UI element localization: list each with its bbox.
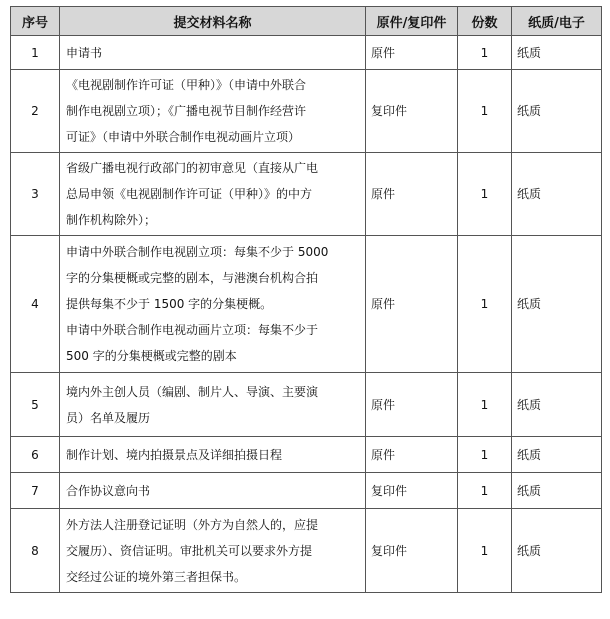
cell-original: 原件	[366, 373, 458, 437]
cell-medium: 纸质	[512, 473, 602, 509]
cell-material	[60, 36, 366, 70]
table-row	[11, 373, 602, 437]
cell-copies: 1	[458, 509, 512, 593]
cell-original: 原件	[366, 236, 458, 373]
cell-material	[60, 473, 366, 509]
table-row	[11, 437, 602, 473]
cell-medium: 纸质	[512, 36, 602, 70]
material-line: 申请中外联合制作电视动画片立项：每集不少于	[66, 323, 319, 337]
cell-medium: 纸质	[512, 437, 602, 473]
cell-copies: 1	[458, 36, 512, 70]
table-body	[11, 36, 602, 593]
cell-original: 复印件	[366, 70, 458, 153]
table-row	[11, 153, 602, 236]
cell-index: 4	[11, 236, 60, 373]
cell-material	[60, 153, 366, 236]
cell-copies: 1	[458, 153, 512, 236]
cell-index: 8	[11, 509, 60, 593]
header-copies: 份数	[458, 7, 512, 36]
header-row	[11, 7, 602, 36]
cell-index: 1	[11, 36, 60, 70]
cell-original: 原件	[366, 153, 458, 236]
cell-original: 原件	[366, 437, 458, 473]
material-line: 境内外主创人员（编剧、制片人、导演、主要演	[66, 384, 319, 399]
cell-medium: 纸质	[512, 153, 602, 236]
material-line: 可证》（申请中外联合制作电视动画片立项）	[66, 130, 301, 144]
material-line: 交履历）、资信证明。审批机关可以要求外方提	[66, 543, 313, 558]
table-row	[11, 473, 602, 509]
header-index: 序号	[11, 7, 60, 36]
material-line: 外方法人注册登记证明（外方为自然人的，应提	[66, 517, 319, 532]
material-line: 申请中外联合制作电视剧立项：每集不少于 5000	[66, 245, 329, 259]
cell-medium: 纸质	[512, 70, 602, 153]
cell-index: 6	[11, 437, 60, 473]
table-row	[11, 36, 602, 70]
material-line: 总局申领《电视剧制作许可证（甲种）》的中方	[66, 187, 313, 201]
cell-copies: 1	[458, 473, 512, 509]
cell-material	[60, 236, 366, 373]
table-row	[11, 236, 602, 373]
header-material: 提交材料名称	[60, 7, 366, 36]
cell-index: 3	[11, 153, 60, 236]
cell-index: 7	[11, 473, 60, 509]
materials-table	[10, 6, 602, 593]
cell-copies: 1	[458, 373, 512, 437]
header-medium: 纸质/电子	[512, 7, 602, 36]
cell-material	[60, 509, 366, 593]
material-line: 合作协议意向书	[66, 483, 151, 498]
cell-original: 复印件	[366, 473, 458, 509]
material-line: 省级广播电视行政部门的初审意见（直接从广电	[66, 161, 319, 175]
cell-copies: 1	[458, 236, 512, 373]
cell-medium: 纸质	[512, 236, 602, 373]
material-line: 提供每集不少于 1500 字的分集梗概。	[66, 297, 273, 311]
cell-index: 5	[11, 373, 60, 437]
material-line: 《电视剧制作许可证（甲种）》（申请中外联合	[66, 78, 307, 92]
material-line: 制作计划、境内拍摄景点及详细拍摄日程	[66, 447, 283, 462]
cell-original: 复印件	[366, 509, 458, 593]
material-line: 申请书	[66, 45, 103, 60]
cell-material	[60, 437, 366, 473]
cell-index: 2	[11, 70, 60, 153]
cell-material	[60, 373, 366, 437]
table-row	[11, 70, 602, 153]
table-row	[11, 509, 602, 593]
cell-copies: 1	[458, 70, 512, 153]
cell-medium: 纸质	[512, 373, 602, 437]
cell-material	[60, 70, 366, 153]
material-line: 制作电视剧立项）；《广播电视节目制作经营许	[66, 104, 307, 118]
cell-copies: 1	[458, 437, 512, 473]
cell-medium: 纸质	[512, 509, 602, 593]
material-line: 交经过公证的境外第三者担保书。	[66, 569, 247, 584]
material-line: 500 字的分集梗概或完整的剧本	[66, 349, 237, 363]
material-line: 字的分集梗概或完整的剧本，与港澳台机构合拍	[66, 271, 319, 285]
header-original: 原件/复印件	[366, 7, 458, 36]
cell-original: 原件	[366, 36, 458, 70]
material-line: 制作机构除外）；	[66, 213, 157, 227]
material-line: 员）名单及履历	[66, 410, 151, 425]
